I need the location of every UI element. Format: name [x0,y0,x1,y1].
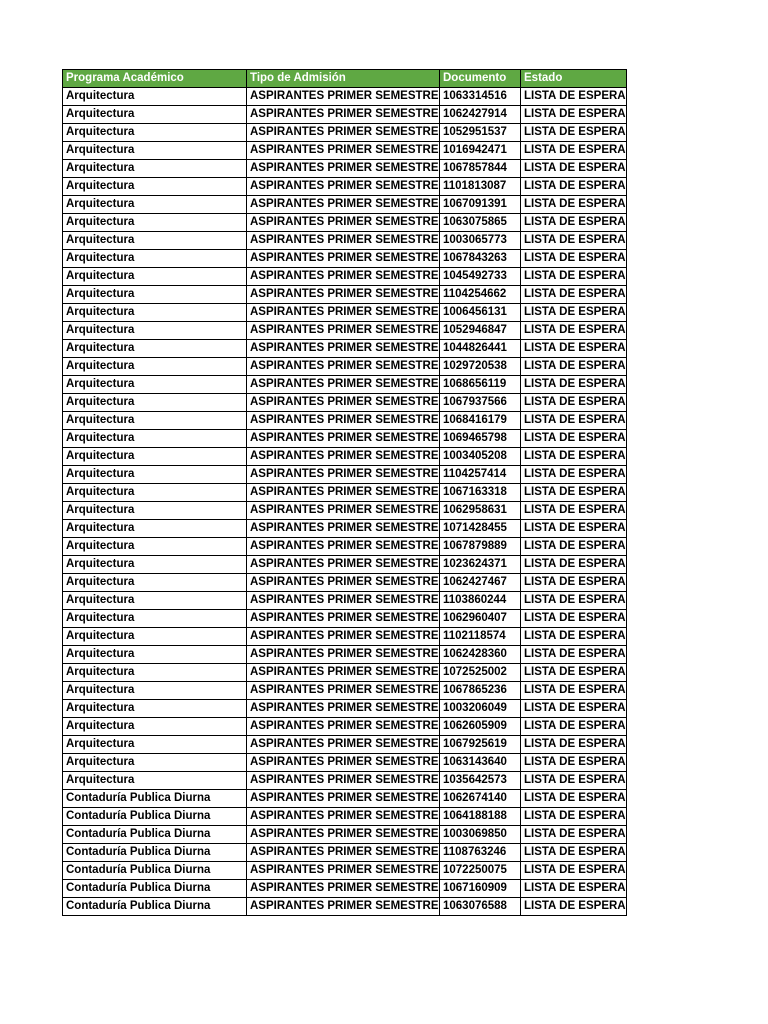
table-row [63,466,627,484]
cell-tipo-admision: ASPIRANTES PRIMER SEMESTRE [247,610,440,628]
cell-documento: 1052946847 [440,322,521,340]
cell-programa: Arquitectura [63,394,247,412]
cell-tipo-admision: ASPIRANTES PRIMER SEMESTRE [247,304,440,322]
table-row [63,178,627,196]
cell-programa: Arquitectura [63,358,247,376]
table-row [63,430,627,448]
cell-estado: LISTA DE ESPERA [521,898,627,916]
cell-tipo-admision: ASPIRANTES PRIMER SEMESTRE [247,700,440,718]
cell-programa: Contaduría Publica Diurna [63,844,247,862]
table-row [63,592,627,610]
cell-documento: 1067843263 [440,250,521,268]
cell-estado: LISTA DE ESPERA [521,826,627,844]
cell-estado: LISTA DE ESPERA [521,268,627,286]
table-row [63,304,627,322]
cell-tipo-admision: ASPIRANTES PRIMER SEMESTRE [247,286,440,304]
cell-tipo-admision: ASPIRANTES PRIMER SEMESTRE [247,844,440,862]
table-row [63,736,627,754]
cell-estado: LISTA DE ESPERA [521,592,627,610]
cell-tipo-admision: ASPIRANTES PRIMER SEMESTRE [247,268,440,286]
cell-tipo-admision: ASPIRANTES PRIMER SEMESTRE [247,664,440,682]
cell-tipo-admision: ASPIRANTES PRIMER SEMESTRE [247,682,440,700]
header-row [63,70,627,88]
cell-documento: 1052951537 [440,124,521,142]
cell-programa: Arquitectura [63,412,247,430]
cell-programa: Arquitectura [63,304,247,322]
cell-documento: 1067163318 [440,484,521,502]
cell-tipo-admision: ASPIRANTES PRIMER SEMESTRE [247,106,440,124]
cell-documento: 1069465798 [440,430,521,448]
cell-programa: Arquitectura [63,232,247,250]
cell-documento: 1003065773 [440,232,521,250]
cell-programa: Arquitectura [63,286,247,304]
cell-documento: 1067937566 [440,394,521,412]
cell-estado: LISTA DE ESPERA [521,646,627,664]
cell-tipo-admision: ASPIRANTES PRIMER SEMESTRE [247,214,440,232]
cell-documento: 1062427914 [440,106,521,124]
table-row [63,844,627,862]
cell-estado: LISTA DE ESPERA [521,250,627,268]
cell-estado: LISTA DE ESPERA [521,196,627,214]
cell-tipo-admision: ASPIRANTES PRIMER SEMESTRE [247,322,440,340]
cell-estado: LISTA DE ESPERA [521,502,627,520]
cell-tipo-admision: ASPIRANTES PRIMER SEMESTRE [247,466,440,484]
cell-estado: LISTA DE ESPERA [521,538,627,556]
cell-tipo-admision: ASPIRANTES PRIMER SEMESTRE [247,196,440,214]
cell-programa: Arquitectura [63,682,247,700]
cell-programa: Arquitectura [63,700,247,718]
cell-tipo-admision: ASPIRANTES PRIMER SEMESTRE [247,142,440,160]
cell-documento: 1063143640 [440,754,521,772]
cell-programa: Arquitectura [63,142,247,160]
cell-tipo-admision: ASPIRANTES PRIMER SEMESTRE [247,430,440,448]
cell-documento: 1045492733 [440,268,521,286]
table-row [63,88,627,106]
cell-documento: 1067160909 [440,880,521,898]
table-row [63,358,627,376]
cell-documento: 1067857844 [440,160,521,178]
table-row [63,196,627,214]
table-row [63,232,627,250]
cell-documento: 1101813087 [440,178,521,196]
cell-documento: 1062427467 [440,574,521,592]
table-row [63,700,627,718]
cell-programa: Contaduría Publica Diurna [63,898,247,916]
cell-documento: 1062960407 [440,610,521,628]
table-row [63,376,627,394]
cell-estado: LISTA DE ESPERA [521,556,627,574]
cell-estado: LISTA DE ESPERA [521,232,627,250]
cell-tipo-admision: ASPIRANTES PRIMER SEMESTRE [247,448,440,466]
cell-documento: 1072525002 [440,664,521,682]
cell-documento: 1104257414 [440,466,521,484]
cell-programa: Arquitectura [63,376,247,394]
cell-documento: 1067865236 [440,682,521,700]
cell-programa: Arquitectura [63,466,247,484]
cell-documento: 1104254662 [440,286,521,304]
cell-programa: Arquitectura [63,106,247,124]
cell-programa: Arquitectura [63,538,247,556]
cell-documento: 1064188188 [440,808,521,826]
cell-estado: LISTA DE ESPERA [521,844,627,862]
cell-programa: Contaduría Publica Diurna [63,862,247,880]
cell-documento: 1108763246 [440,844,521,862]
cell-tipo-admision: ASPIRANTES PRIMER SEMESTRE [247,826,440,844]
cell-estado: LISTA DE ESPERA [521,610,627,628]
cell-documento: 1003206049 [440,700,521,718]
cell-estado: LISTA DE ESPERA [521,448,627,466]
cell-estado: LISTA DE ESPERA [521,412,627,430]
table-row [63,106,627,124]
cell-tipo-admision: ASPIRANTES PRIMER SEMESTRE [247,250,440,268]
cell-documento: 1063314516 [440,88,521,106]
cell-estado: LISTA DE ESPERA [521,736,627,754]
cell-estado: LISTA DE ESPERA [521,772,627,790]
table-row [63,574,627,592]
cell-estado: LISTA DE ESPERA [521,808,627,826]
cell-programa: Arquitectura [63,484,247,502]
table-row [63,250,627,268]
cell-estado: LISTA DE ESPERA [521,394,627,412]
cell-estado: LISTA DE ESPERA [521,466,627,484]
cell-programa: Arquitectura [63,214,247,232]
table-row [63,484,627,502]
cell-tipo-admision: ASPIRANTES PRIMER SEMESTRE [247,646,440,664]
cell-tipo-admision: ASPIRANTES PRIMER SEMESTRE [247,718,440,736]
cell-documento: 1062605909 [440,718,521,736]
cell-estado: LISTA DE ESPERA [521,628,627,646]
cell-tipo-admision: ASPIRANTES PRIMER SEMESTRE [247,574,440,592]
cell-documento: 1044826441 [440,340,521,358]
cell-estado: LISTA DE ESPERA [521,862,627,880]
cell-programa: Arquitectura [63,160,247,178]
cell-estado: LISTA DE ESPERA [521,682,627,700]
cell-documento: 1068656119 [440,376,521,394]
cell-programa: Arquitectura [63,124,247,142]
cell-tipo-admision: ASPIRANTES PRIMER SEMESTRE [247,160,440,178]
header-programa: Programa Académico [63,70,247,88]
table-row [63,286,627,304]
table-row [63,340,627,358]
cell-tipo-admision: ASPIRANTES PRIMER SEMESTRE [247,592,440,610]
cell-estado: LISTA DE ESPERA [521,664,627,682]
cell-estado: LISTA DE ESPERA [521,160,627,178]
cell-documento: 1003405208 [440,448,521,466]
cell-tipo-admision: ASPIRANTES PRIMER SEMESTRE [247,898,440,916]
cell-tipo-admision: ASPIRANTES PRIMER SEMESTRE [247,754,440,772]
cell-programa: Arquitectura [63,340,247,358]
cell-documento: 1029720538 [440,358,521,376]
cell-tipo-admision: ASPIRANTES PRIMER SEMESTRE [247,124,440,142]
table-row [63,448,627,466]
cell-documento: 1063076588 [440,898,521,916]
cell-estado: LISTA DE ESPERA [521,304,627,322]
cell-tipo-admision: ASPIRANTES PRIMER SEMESTRE [247,484,440,502]
cell-tipo-admision: ASPIRANTES PRIMER SEMESTRE [247,862,440,880]
table-row [63,214,627,232]
table-row [63,322,627,340]
cell-tipo-admision: ASPIRANTES PRIMER SEMESTRE [247,340,440,358]
table-row [63,610,627,628]
cell-estado: LISTA DE ESPERA [521,520,627,538]
cell-programa: Arquitectura [63,88,247,106]
cell-estado: LISTA DE ESPERA [521,340,627,358]
cell-programa: Arquitectura [63,430,247,448]
cell-documento: 1071428455 [440,520,521,538]
cell-programa: Arquitectura [63,664,247,682]
cell-tipo-admision: ASPIRANTES PRIMER SEMESTRE [247,790,440,808]
cell-documento: 1067925619 [440,736,521,754]
cell-programa: Arquitectura [63,196,247,214]
table-body [63,88,627,916]
cell-documento: 1103860244 [440,592,521,610]
cell-documento: 1102118574 [440,628,521,646]
cell-tipo-admision: ASPIRANTES PRIMER SEMESTRE [247,538,440,556]
cell-tipo-admision: ASPIRANTES PRIMER SEMESTRE [247,808,440,826]
table-row [63,790,627,808]
table-row [63,268,627,286]
cell-programa: Arquitectura [63,628,247,646]
cell-estado: LISTA DE ESPERA [521,430,627,448]
cell-estado: LISTA DE ESPERA [521,376,627,394]
admissions-table [62,69,627,916]
cell-documento: 1068416179 [440,412,521,430]
cell-tipo-admision: ASPIRANTES PRIMER SEMESTRE [247,178,440,196]
table-row [63,628,627,646]
cell-documento: 1062674140 [440,790,521,808]
cell-documento: 1006456131 [440,304,521,322]
cell-programa: Arquitectura [63,592,247,610]
table-row [63,520,627,538]
cell-programa: Arquitectura [63,178,247,196]
cell-estado: LISTA DE ESPERA [521,700,627,718]
table-row [63,880,627,898]
table-row [63,556,627,574]
cell-tipo-admision: ASPIRANTES PRIMER SEMESTRE [247,556,440,574]
cell-documento: 1067879889 [440,538,521,556]
cell-tipo-admision: ASPIRANTES PRIMER SEMESTRE [247,88,440,106]
cell-programa: Arquitectura [63,520,247,538]
cell-documento: 1023624371 [440,556,521,574]
cell-programa: Arquitectura [63,646,247,664]
cell-programa: Arquitectura [63,610,247,628]
cell-estado: LISTA DE ESPERA [521,142,627,160]
cell-estado: LISTA DE ESPERA [521,88,627,106]
cell-programa: Arquitectura [63,556,247,574]
table-row [63,142,627,160]
cell-tipo-admision: ASPIRANTES PRIMER SEMESTRE [247,394,440,412]
cell-estado: LISTA DE ESPERA [521,124,627,142]
cell-tipo-admision: ASPIRANTES PRIMER SEMESTRE [247,628,440,646]
cell-tipo-admision: ASPIRANTES PRIMER SEMESTRE [247,502,440,520]
cell-documento: 1062428360 [440,646,521,664]
cell-documento: 1062958631 [440,502,521,520]
cell-programa: Arquitectura [63,502,247,520]
table-row [63,502,627,520]
table-row [63,646,627,664]
header-documento: Documento [440,70,521,88]
cell-programa: Contaduría Publica Diurna [63,790,247,808]
cell-programa: Arquitectura [63,736,247,754]
cell-estado: LISTA DE ESPERA [521,106,627,124]
cell-tipo-admision: ASPIRANTES PRIMER SEMESTRE [247,232,440,250]
cell-programa: Arquitectura [63,574,247,592]
cell-programa: Arquitectura [63,322,247,340]
cell-tipo-admision: ASPIRANTES PRIMER SEMESTRE [247,358,440,376]
cell-estado: LISTA DE ESPERA [521,754,627,772]
cell-tipo-admision: ASPIRANTES PRIMER SEMESTRE [247,412,440,430]
table-row [63,160,627,178]
table-row [63,718,627,736]
cell-programa: Arquitectura [63,268,247,286]
cell-programa: Arquitectura [63,250,247,268]
cell-estado: LISTA DE ESPERA [521,880,627,898]
cell-estado: LISTA DE ESPERA [521,358,627,376]
table-row [63,538,627,556]
cell-programa: Arquitectura [63,772,247,790]
cell-tipo-admision: ASPIRANTES PRIMER SEMESTRE [247,736,440,754]
cell-documento: 1035642573 [440,772,521,790]
cell-documento: 1063075865 [440,214,521,232]
cell-estado: LISTA DE ESPERA [521,322,627,340]
table-row [63,772,627,790]
cell-estado: LISTA DE ESPERA [521,178,627,196]
cell-estado: LISTA DE ESPERA [521,214,627,232]
table-row [63,862,627,880]
table-row [63,682,627,700]
cell-estado: LISTA DE ESPERA [521,286,627,304]
table-row [63,124,627,142]
cell-estado: LISTA DE ESPERA [521,790,627,808]
cell-programa: Arquitectura [63,718,247,736]
header-estado: Estado [521,70,627,88]
cell-estado: LISTA DE ESPERA [521,484,627,502]
table-row [63,898,627,916]
cell-programa: Contaduría Publica Diurna [63,880,247,898]
cell-documento: 1072250075 [440,862,521,880]
cell-programa: Arquitectura [63,448,247,466]
cell-tipo-admision: ASPIRANTES PRIMER SEMESTRE [247,772,440,790]
table-row [63,826,627,844]
header-tipo-admision: Tipo de Admisión [247,70,440,88]
cell-documento: 1016942471 [440,142,521,160]
table-row [63,754,627,772]
table-row [63,412,627,430]
cell-programa: Contaduría Publica Diurna [63,826,247,844]
cell-programa: Contaduría Publica Diurna [63,808,247,826]
cell-tipo-admision: ASPIRANTES PRIMER SEMESTRE [247,880,440,898]
table-row [63,394,627,412]
table-row [63,808,627,826]
table-row [63,664,627,682]
cell-documento: 1067091391 [440,196,521,214]
cell-estado: LISTA DE ESPERA [521,718,627,736]
cell-tipo-admision: ASPIRANTES PRIMER SEMESTRE [247,376,440,394]
cell-programa: Arquitectura [63,754,247,772]
cell-estado: LISTA DE ESPERA [521,574,627,592]
cell-tipo-admision: ASPIRANTES PRIMER SEMESTRE [247,520,440,538]
cell-documento: 1003069850 [440,826,521,844]
